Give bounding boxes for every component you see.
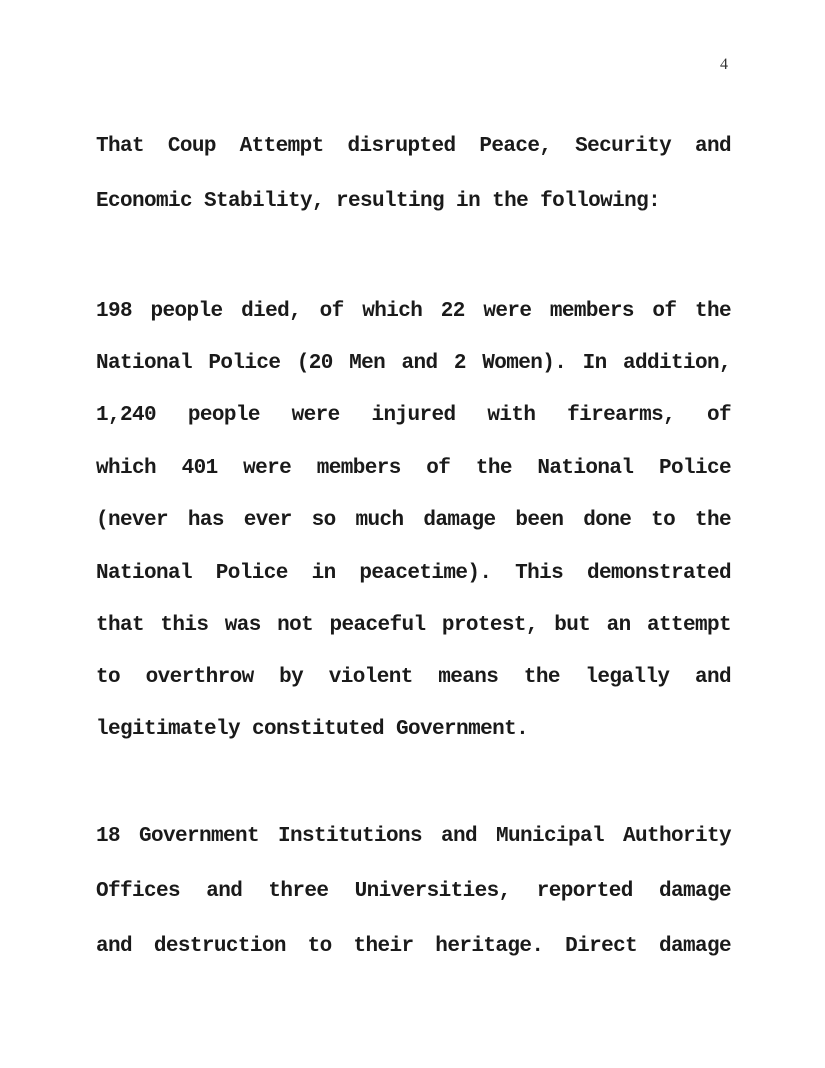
paragraph-2-line-3: 1,240 people were injured with firearms, of	[96, 404, 731, 427]
paragraph-1-line-2: Economic Stability, resulting in the following:	[96, 190, 661, 213]
paragraph-2-line-2: National Police (20 Men and 2 Women). In addition,	[96, 352, 731, 375]
paragraph-2-line-1: 198 people died, of which 22 were members of the	[96, 300, 731, 323]
paragraph-3-line-1: 18 Government Institutions and Municipal Authority	[96, 825, 731, 848]
paragraph-3-line-3: and destruction to their heritage. Direct damage	[96, 935, 731, 958]
page-number: 4	[720, 56, 728, 73]
paragraph-2-line-9: legitimately constituted Government.	[96, 718, 529, 741]
paragraph-2-line-7: that this was not peaceful protest, but an attempt	[96, 614, 731, 637]
paragraph-1-line-1: That Coup Attempt disrupted Peace, Security and	[96, 135, 731, 158]
paragraph-2-line-8: to overthrow by violent means the legally and	[96, 666, 731, 689]
paragraph-2-line-6: National Police in peacetime). This demonstrated	[96, 562, 731, 585]
paragraph-2-line-5: (never has ever so much damage been done to the	[96, 509, 731, 532]
paragraph-2-line-4: which 401 were members of the National Police	[96, 457, 731, 480]
paragraph-3-line-2: Offices and three Universities, reported damage	[96, 880, 731, 903]
